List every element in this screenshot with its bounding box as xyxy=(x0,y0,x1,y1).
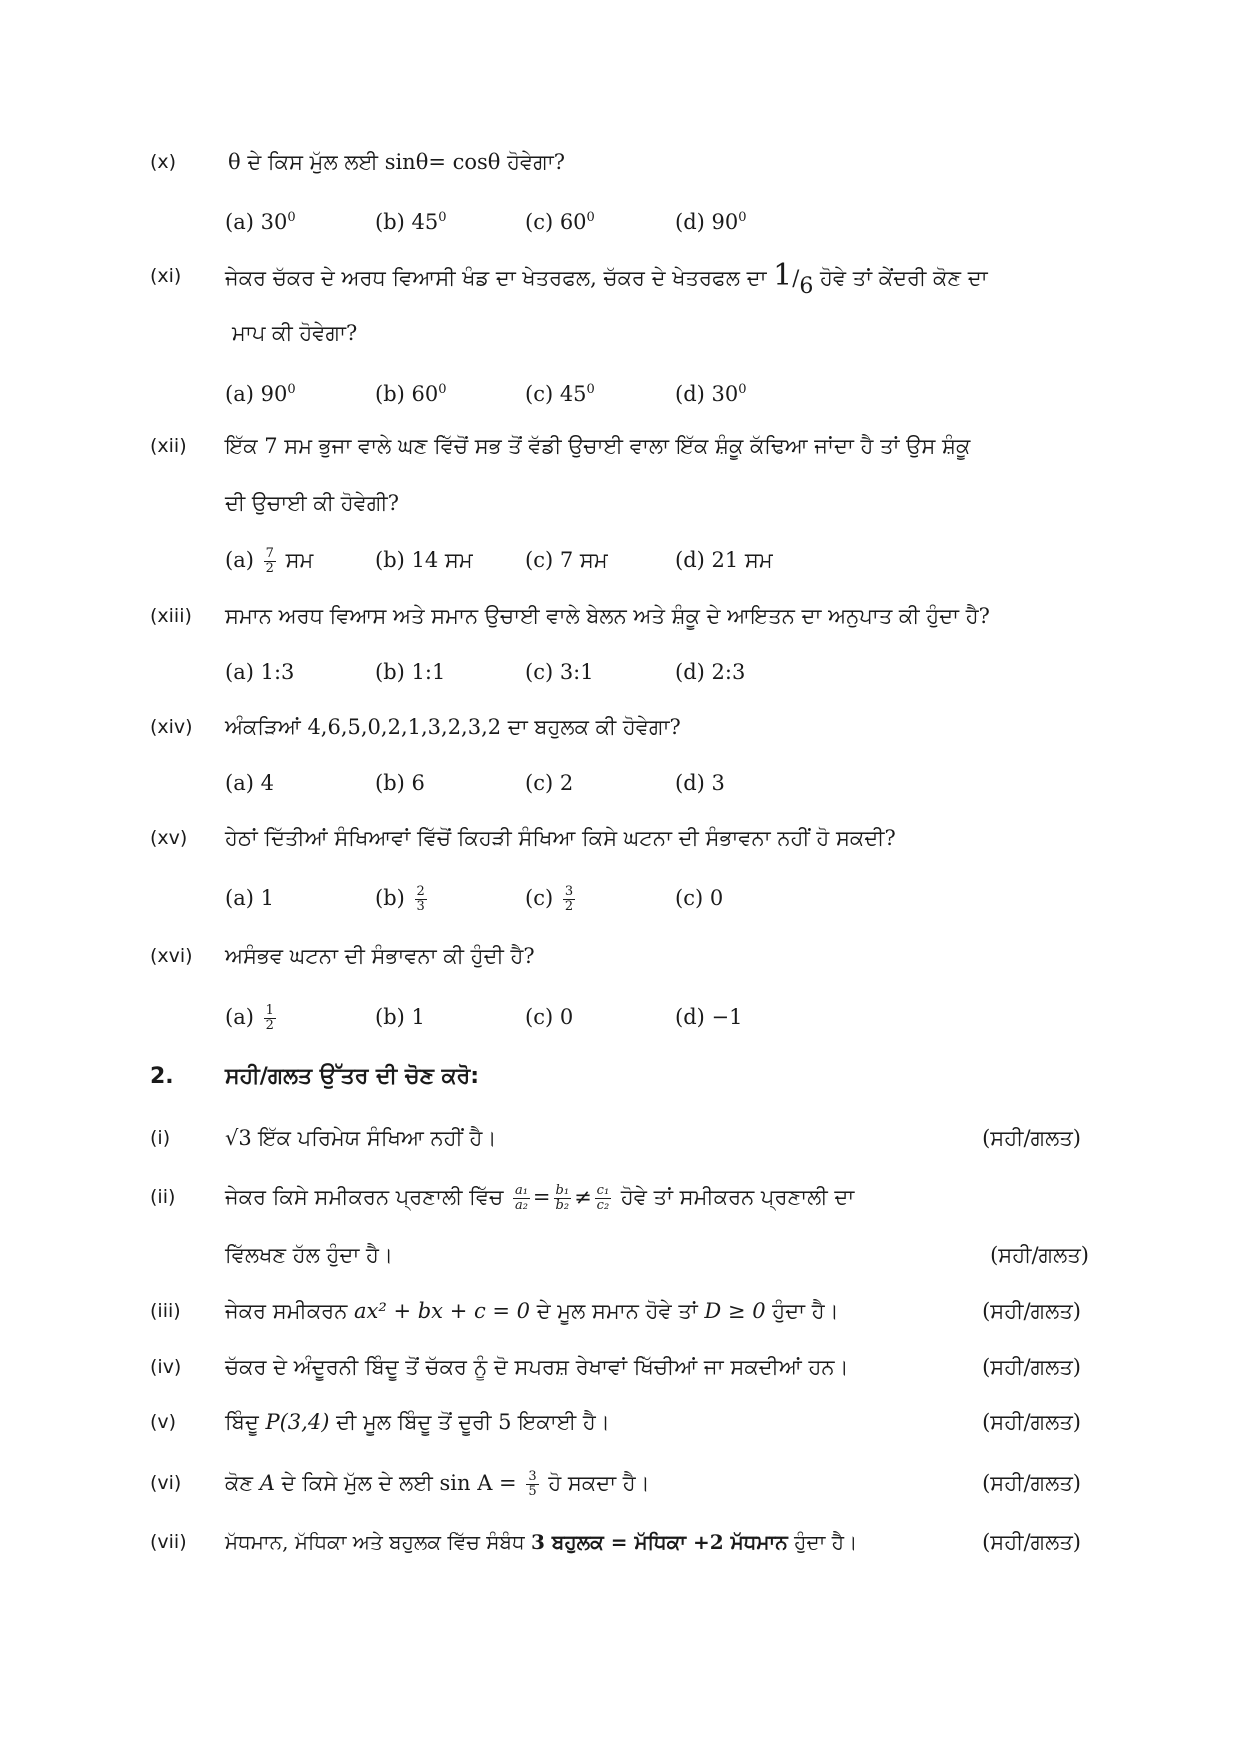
question-text: ਇੱਕ 7 ਸਮ ਭੁਜਾ ਵਾਲੇ ਘਣ ਵਿੱਚੋਂ ਸਭ ਤੋਂ ਵੱਡੀ ਉਚਾਈ ਵਾਲਾ ਇੱਕ ਸ਼ੰਕੂ ਕੱਢਿਆ ਜਾਂਦਾ ਹੈ ਤਾਂ ਉਸ ਸ਼ੰਕੂ xyxy=(225,434,971,458)
question-text: ਅੰਕੜਿਆਂ 4,6,5,0,2,1,3,2,3,2 ਦਾ ਬਹੁਲਕ ਕੀ ਹੋਵੇਗਾ? xyxy=(225,715,681,739)
true-false-label: (ਸਹੀ/ਗਲਤ) xyxy=(990,1243,1089,1267)
statement-number: (ii) xyxy=(150,1186,176,1208)
statement-text: ਮੱਧਮਾਨ, ਮੱਧਿਕਾ ਅਤੇ ਬਹੁਲਕ ਵਿੱਚ ਸੰਬੰਧ 3 ਬਹੁਲਕ = ਮੱਧਿਕਾ +2 ਮੱਧਮਾਨ ਹੁੰਦਾ ਹੈ। xyxy=(225,1530,858,1554)
statement-number: (vi) xyxy=(150,1472,182,1494)
true-false-label: (ਸਹੀ/ਗਲਤ) xyxy=(982,1355,1081,1379)
option-a: (a) 4 xyxy=(225,771,274,795)
question-text: ਸਮਾਨ ਅਰਧ ਵਿਆਸ ਅਤੇ ਸਮਾਨ ਉਚਾਈ ਵਾਲੇ ਬੇਲਨ ਅਤੇ ਸ਼ੰਕੂ ਦੇ ਆਇਤਨ ਦਾ ਅਨੁਪਾਤ ਕੀ ਹੁੰਦਾ ਹੈ? xyxy=(225,604,990,628)
true-false-label: (ਸਹੀ/ਗਲਤ) xyxy=(982,1471,1081,1495)
option-a: (a) $90^0$ xyxy=(225,382,296,406)
question-xii xyxy=(0,426,1241,466)
option-c: (c) 2 xyxy=(525,771,574,795)
true-false-label: (ਸਹੀ/ਗਲਤ) xyxy=(982,1530,1081,1554)
option-a: (a) 1:3 xyxy=(225,660,295,684)
question-number: (xiii) xyxy=(150,605,192,627)
option-b: (b) $60^0$ xyxy=(375,382,447,406)
option-d: (d) 3 xyxy=(675,771,725,795)
question-number: (xiv) xyxy=(150,716,193,738)
option-c: (c) 3:1 xyxy=(525,660,594,684)
option-a: (a) $\frac{7}{2}$ ਸਮ xyxy=(225,546,314,576)
question-text-cont: ਮਾਪ ਕੀ ਹੋਵੇਗਾ? xyxy=(232,321,358,345)
question-number: (xii) xyxy=(150,435,187,457)
question-text: ਹੇਠਾਂ ਦਿੱਤੀਆਂ ਸੰਖਿਆਵਾਂ ਵਿੱਚੋਂ ਕਿਹੜੀ ਸੰਖਿਆ ਕਿਸੇ ਘਟਨਾ ਦੀ ਸੰਭਾਵਨਾ ਨਹੀਂ ਹੋ ਸਕਦੀ? xyxy=(225,826,896,850)
section-2-heading xyxy=(0,1057,1241,1097)
question-text: θ ਦੇ ਕਿਸ ਮੁੱਲ ਲਈ sinθ= cosθ ਹੋਵੇਗਾ? xyxy=(228,150,566,174)
option-c: (c) 0 xyxy=(525,1005,574,1029)
statement-number: (i) xyxy=(150,1127,171,1149)
option-a: (a) $30^0$ xyxy=(225,210,296,234)
question-text: ਜੇਕਰ ਚੱਕਰ ਦੇ ਅਰਧ ਵਿਆਸੀ ਖੰਡ ਦਾ ਖੇਤਰਫਲ, ਚੱਕਰ ਦੇ ਖੇਤਰਫਲ ਦਾ 1/6 ਹੋਵੇ ਤਾਂ ਕੇਂਦਰੀ ਕੋਣ ਦਾ xyxy=(225,258,988,299)
option-c: (c) 7 ਸਮ xyxy=(525,548,608,572)
options-xvi xyxy=(0,997,1241,1037)
statement-ii xyxy=(0,1177,1241,1217)
question-xi-line2 xyxy=(0,313,1241,353)
option-b: (b) 1:1 xyxy=(375,660,446,684)
section-number: 2. xyxy=(150,1064,174,1089)
statement-ii-line2 xyxy=(0,1235,1241,1275)
question-text: ਅਸੰਭਵ ਘਟਨਾ ਦੀ ਸੰਭਾਵਨਾ ਕੀ ਹੁੰਦੀ ਹੈ? xyxy=(225,944,535,968)
statement-text: ਜੇਕਰ ਕਿਸੇ ਸਮੀਕਰਨ ਪ੍ਰਣਾਲੀ ਵਿੱਚ $\frac{\text{a₁}}{\text{a₂}}$ = $\frac{\text{b₁}}{\text{b₂}}$ ≠ $\frac{\text{c₁}}{\text{c₂}}$ ਹੋਵੇ ਤਾਂ ਸਮੀਕਰਨ ਪ੍ਰਣਾਲੀ ਦਾ xyxy=(225,1183,855,1213)
section-title: ਸਹੀ/ਗਲਤ ਉੱਤਰ ਦੀ ਚੋਣ ਕਰੋ: xyxy=(225,1064,480,1089)
statement-text: ਜੇਕਰ ਸਮੀਕਰਨ ax² + bx + c = 0 ਦੇ ਮੂਲ ਸਮਾਨ ਹੋਵੇ ਤਾਂ D ≥ 0 ਹੁੰਦਾ ਹੈ। xyxy=(225,1299,839,1323)
statement-text: ਚੱਕਰ ਦੇ ਅੰਦੂਰਨੀ ਬਿੰਦੂ ਤੋਂ ਚੱਕਰ ਨੂੰ ਦੋ ਸਪਰਸ਼ ਰੇਖਾਵਾਂ ਖਿੱਚੀਆਂ ਜਾ ਸਕਦੀਆਂ ਹਨ। xyxy=(225,1355,849,1379)
question-text-cont: ਦੀ ਉਚਾਈ ਕੀ ਹੋਵੇਗੀ? xyxy=(225,491,399,515)
question-xi xyxy=(0,256,1241,299)
statement-number: (v) xyxy=(150,1411,177,1433)
statement-text: ਬਿੰਦੂ P(3,4) ਦੀ ਮੂਲ ਬਿੰਦੂ ਤੋਂ ਦੂਰੀ 5 ਇਕਾਈ ਹੈ। xyxy=(225,1410,610,1434)
statement-iii xyxy=(0,1291,1241,1331)
options-xi xyxy=(0,370,1241,410)
question-number: (x) xyxy=(150,151,177,173)
option-c: (c) $45^0$ xyxy=(525,382,595,406)
option-b: (b) 14 ਸਮ xyxy=(375,548,473,572)
question-xvi xyxy=(0,936,1241,976)
option-a: (a) 1 xyxy=(225,886,274,910)
option-b: (b) $\frac{2}{3}$ xyxy=(375,884,425,914)
option-c: (c) $60^0$ xyxy=(525,210,595,234)
statement-v xyxy=(0,1402,1241,1442)
question-number: (xv) xyxy=(150,827,188,849)
statement-vii xyxy=(0,1522,1241,1562)
true-false-label: (ਸਹੀ/ਗਲਤ) xyxy=(982,1410,1081,1434)
options-xii xyxy=(0,540,1241,580)
options-x xyxy=(0,198,1241,238)
option-c: (c) $\frac{3}{2}$ xyxy=(525,884,574,914)
question-number: (xi) xyxy=(150,265,182,287)
options-xiv xyxy=(0,763,1241,803)
statement-number: (iv) xyxy=(150,1356,182,1378)
option-d: (d) 21 ਸਮ xyxy=(675,548,773,572)
option-d: (d) 2:3 xyxy=(675,660,746,684)
statement-number: (vii) xyxy=(150,1531,187,1553)
option-b: (b) 6 xyxy=(375,771,425,795)
option-b: (b) 1 xyxy=(375,1005,425,1029)
statement-text-cont: ਵਿੱਲਖਣ ਹੱਲ ਹੁੰਦਾ ਹੈ। xyxy=(225,1243,394,1267)
question-xv xyxy=(0,818,1241,858)
question-xiv xyxy=(0,707,1241,747)
question-x xyxy=(0,142,1241,182)
statement-vi xyxy=(0,1463,1241,1503)
statement-text: √3 ਇੱਕ ਪਰਿਮੇਯ ਸੰਖਿਆ ਨਹੀਂ ਹੈ। xyxy=(225,1126,497,1150)
statement-text: ਕੋਣ A ਦੇ ਕਿਸੇ ਮੁੱਲ ਦੇ ਲਈ sin A = $\frac{3}{5}$ ਹੋ ਸਕਦਾ ਹੈ। xyxy=(225,1469,650,1499)
question-number: (xvi) xyxy=(150,945,193,967)
option-d: (d) $90^0$ xyxy=(675,210,747,234)
question-xiii xyxy=(0,596,1241,636)
true-false-label: (ਸਹੀ/ਗਲਤ) xyxy=(982,1299,1081,1323)
question-xii-line2 xyxy=(0,483,1241,523)
option-b: (b) $45^0$ xyxy=(375,210,447,234)
option-a: (a) $\frac{1}{2}$ xyxy=(225,1003,274,1033)
statement-number: (iii) xyxy=(150,1300,181,1322)
statement-iv xyxy=(0,1347,1241,1387)
options-xv xyxy=(0,878,1241,918)
option-d: (d) $30^0$ xyxy=(675,382,747,406)
option-d: (d) −1 xyxy=(675,1005,743,1029)
option-d: (c) 0 xyxy=(675,886,724,910)
true-false-label: (ਸਹੀ/ਗਲਤ) xyxy=(982,1126,1081,1150)
statement-i xyxy=(0,1118,1241,1158)
options-xiii xyxy=(0,652,1241,692)
